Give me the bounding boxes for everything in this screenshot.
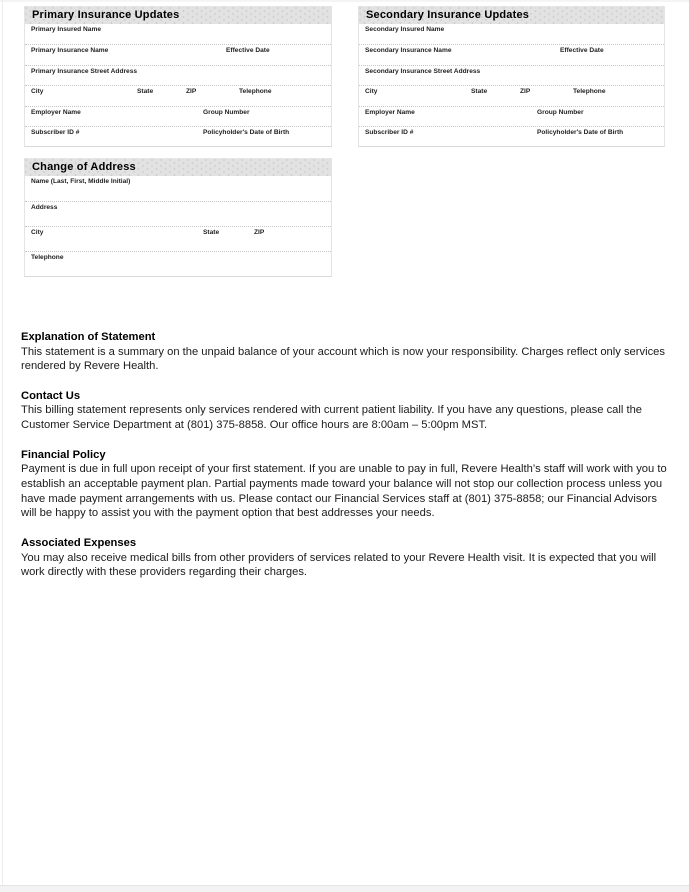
label-telephone: Telephone: [239, 88, 272, 96]
label-employer-name: Employer Name: [365, 108, 415, 116]
label-effective-date: Effective Date: [226, 47, 270, 55]
section-contact-us: [21, 389, 673, 433]
form-row: [25, 251, 331, 276]
change-of-address-form: [24, 158, 332, 277]
label-zip: ZIP: [254, 229, 265, 236]
label-state: State: [137, 88, 154, 96]
form-title-secondary-insurance: Secondary Insurance Updates: [359, 7, 664, 24]
label-policyholder-dob: Policyholder's Date of Birth: [203, 128, 290, 136]
label-secondary-insurance-street-address: Secondary Insurance Street Address: [365, 67, 481, 75]
form-row: [359, 126, 664, 146]
label-primary-insured-name: Primary Insured Name: [31, 26, 101, 33]
label-primary-insurance-name: Primary Insurance Name: [31, 47, 109, 55]
label-secondary-insured-name: Secondary Insured Name: [365, 26, 445, 33]
form-row: [25, 85, 331, 105]
label-state: State: [471, 88, 488, 96]
label-address: Address: [31, 204, 58, 211]
label-secondary-insurance-name: Secondary Insurance Name: [365, 47, 452, 55]
label-subscriber-id: Subscriber ID #: [365, 128, 414, 136]
page-edge-left: [2, 0, 3, 892]
label-zip: ZIP: [520, 88, 531, 96]
section-body: You may also receive medical bills from other providers of services related to your Revere Health visit. It is expected that you will work directly with these providers regarding their charges.: [21, 551, 657, 579]
secondary-insurance-form: [358, 6, 665, 147]
label-effective-date: Effective Date: [560, 47, 604, 55]
page-edge-bottom: [0, 885, 689, 892]
section-body: This statement is a summary on the unpaid balance of your account which is now your responsibility. Charges reflect only services rendered by Revere Health.: [21, 345, 665, 373]
section-heading: Associated Expenses: [21, 537, 137, 550]
label-telephone: Telephone: [573, 88, 606, 96]
form-row: [359, 85, 664, 105]
section-heading: Explanation of Statement: [21, 331, 156, 343]
form-row: [25, 201, 331, 226]
form-row: [25, 44, 331, 64]
label-group-number: Group Number: [537, 108, 584, 116]
primary-insurance-form: [24, 6, 332, 147]
label-group-number: Group Number: [203, 108, 250, 116]
section-heading: Contact Us: [21, 389, 81, 402]
form-row: [25, 176, 331, 201]
form-row: [359, 24, 664, 44]
label-subscriber-id: Subscriber ID #: [31, 128, 80, 136]
statement-information: [21, 330, 673, 595]
section-explanation-of-statement: [21, 330, 673, 374]
form-title-primary-insurance: Primary Insurance Updates: [25, 7, 331, 24]
section-body: Payment is due in full upon receipt of your first statement. If you are unable to pay in full, Revere Health’s staff will work with you to establish an acceptable payment plan. Partial payments made toward your balance will not stop our collection process unless you have made payment arrangements with us. Please contact our Financial Services staff at (801) 375-8858; our Financial Advisors will be happy to assist you with the payment option that best addresses your needs.: [21, 463, 667, 520]
form-row: [359, 44, 664, 64]
label-city: City: [31, 88, 44, 96]
label-city: City: [31, 229, 44, 236]
label-primary-insurance-street-address: Primary Insurance Street Address: [31, 67, 138, 75]
form-row: [25, 65, 331, 85]
form-row: [359, 65, 664, 85]
page-edge-top: [0, 0, 689, 2]
label-telephone: Telephone: [31, 254, 64, 261]
label-policyholder-dob: Policyholder's Date of Birth: [537, 128, 624, 136]
form-title-change-of-address: Change of Address: [25, 159, 331, 176]
label-name-last-first-middle: Name (Last, First, Middle Initial): [31, 178, 131, 185]
form-row: [25, 226, 331, 251]
form-row: [25, 106, 331, 126]
form-row: [25, 126, 331, 146]
label-city: City: [365, 88, 378, 96]
section-heading: Financial Policy: [21, 448, 106, 461]
section-body: This billing statement represents only services rendered with current patient liability. If you have any questions, please call the Customer Service Department at (801) 375-8858. Our office hours are 8:00am – 5:00pm MST.: [21, 404, 643, 432]
form-row: [25, 24, 331, 44]
label-state: State: [203, 229, 220, 236]
form-row: [359, 106, 664, 126]
label-employer-name: Employer Name: [31, 108, 81, 116]
label-zip: ZIP: [186, 88, 197, 96]
section-financial-policy: [21, 448, 673, 521]
section-associated-expenses: [21, 536, 673, 580]
